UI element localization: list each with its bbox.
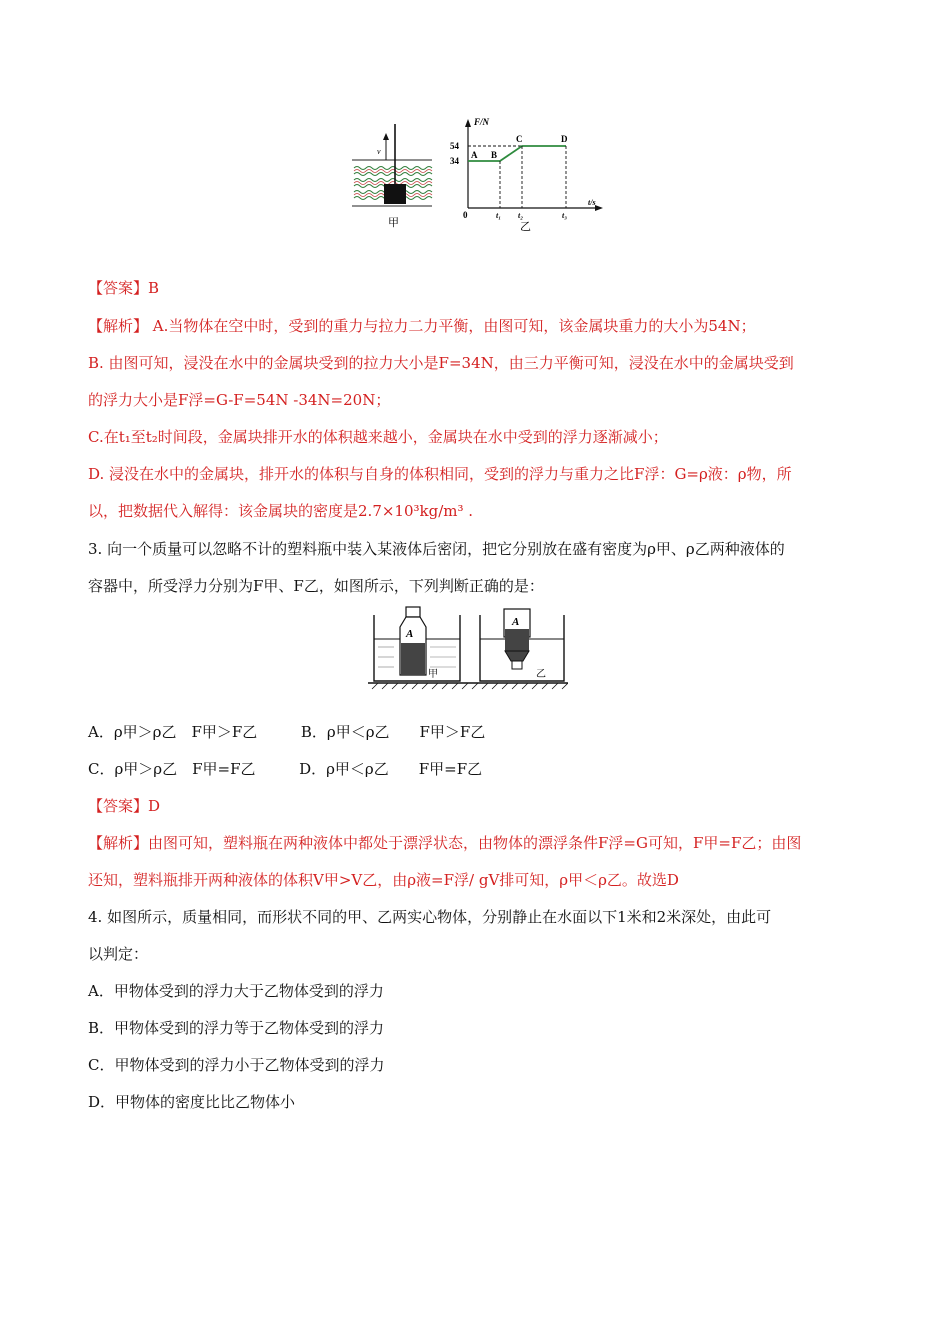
- force-time-graph: [450, 117, 603, 233]
- svg-text:t₃: t₃: [562, 211, 568, 220]
- q3-option-d: D．ρ甲＜ρ乙 F甲=F乙: [299, 760, 483, 778]
- q2-analysis-b2: 的浮力大小是F浮=G-F=54N -34N=20N；: [88, 391, 391, 409]
- q3-answer: 【答案】D: [88, 797, 161, 815]
- q2-analysis-b1: B. 由图可知，浸没在水中的金属块受到的拉力大小是F=34N，由三力平衡可知，浸没在水中的金属块受到: [88, 354, 794, 372]
- q2-analysis-d1: D. 浸没在水中的金属块，排开水的体积与自身的体积相同，受到的浮力与重力之比F浮：G=ρ液：ρ物，所: [88, 465, 792, 483]
- q3-option-b: B．ρ甲＜ρ乙 F甲＞F乙: [300, 723, 486, 741]
- q3-options-ab: [88, 722, 485, 742]
- q4-option-a: A．甲物体受到的浮力大于乙物体受到的浮力: [88, 982, 384, 1000]
- q4-stem-line2: 以判定：: [88, 945, 149, 963]
- q2-analysis-c: C.在t₁至t₂时间段，金属块排开水的体积越来越小，金属块在水中受到的浮力逐渐减小；: [88, 428, 668, 446]
- svg-text:甲: 甲: [428, 669, 438, 680]
- svg-text:F/N: F/N: [474, 117, 490, 127]
- q2-option-a-text: A.当物体在空中时，受到的重力与拉力二力平衡，由图可知，该金属块重力的大小为54N；: [148, 317, 756, 335]
- figure-buoyancy-graph: [350, 112, 610, 237]
- svg-text:D: D: [561, 134, 568, 144]
- svg-text:t₁: t₁: [496, 211, 502, 220]
- svg-text:54: 54: [450, 141, 459, 151]
- q3-analysis-line1: 【解析】由图可知，塑料瓶在两种液体中都处于漂浮状态，由物体的漂浮条件F浮=G可知，F甲=F乙；由图: [88, 834, 802, 852]
- svg-text:乙: 乙: [536, 669, 546, 680]
- svg-text:A: A: [512, 616, 520, 628]
- svg-text:A: A: [471, 150, 478, 160]
- q2-analysis-d2: 以，把数据代入解得：该金属块的密度是2.7×10³kg/m³ .: [88, 502, 474, 520]
- svg-text:34: 34: [450, 156, 459, 166]
- q2-analysis-a: [88, 316, 756, 336]
- q4-stem-line1: 4. 如图所示，质量相同，而形状不同的甲、乙两实心物体，分别静止在水面以下1米和2米深处，由此可: [88, 908, 772, 926]
- svg-text:v: v: [377, 147, 381, 156]
- svg-text:甲: 甲: [388, 217, 399, 229]
- q3-option-a: A．ρ甲＞ρ乙 F甲＞F乙: [88, 723, 258, 741]
- q3-stem-line2: 容器中，所受浮力分别为F甲、F乙，如图所示，下列判断正确的是：: [88, 577, 544, 595]
- svg-text:C: C: [516, 134, 523, 144]
- q4-option-d: D．甲物体的密度比比乙物体小: [88, 1093, 296, 1111]
- immersion-diagram: [352, 124, 432, 229]
- svg-text:B: B: [491, 150, 498, 160]
- svg-text:A: A: [406, 628, 414, 640]
- q3-options-cd: [88, 759, 482, 779]
- q3-stem-line1: 3. 向一个质量可以忽略不计的塑料瓶中装入某液体后密闭，把它分别放在盛有密度为ρ甲、ρ乙两种液体的: [88, 540, 785, 558]
- figure-bottles: [368, 605, 568, 690]
- q2-analysis-head: 【解析】: [88, 317, 149, 335]
- svg-text:t₂: t₂: [518, 211, 524, 220]
- q2-answer: 【答案】B: [88, 279, 160, 297]
- q4-option-b: B．甲物体受到的浮力等于乙物体受到的浮力: [88, 1019, 385, 1037]
- q4-option-c: C．甲物体受到的浮力小于乙物体受到的浮力: [88, 1056, 385, 1074]
- svg-text:t/s: t/s: [588, 198, 596, 207]
- q3-option-c: C．ρ甲＞ρ乙 F甲=F乙: [88, 760, 256, 778]
- q3-analysis-line2: 还知，塑料瓶排开两种液体的体积V甲>V乙，由ρ液=F浮/ gV排可知，ρ甲＜ρ乙。故选D: [88, 871, 679, 889]
- svg-text:0: 0: [463, 210, 468, 220]
- svg-text:乙: 乙: [520, 221, 531, 233]
